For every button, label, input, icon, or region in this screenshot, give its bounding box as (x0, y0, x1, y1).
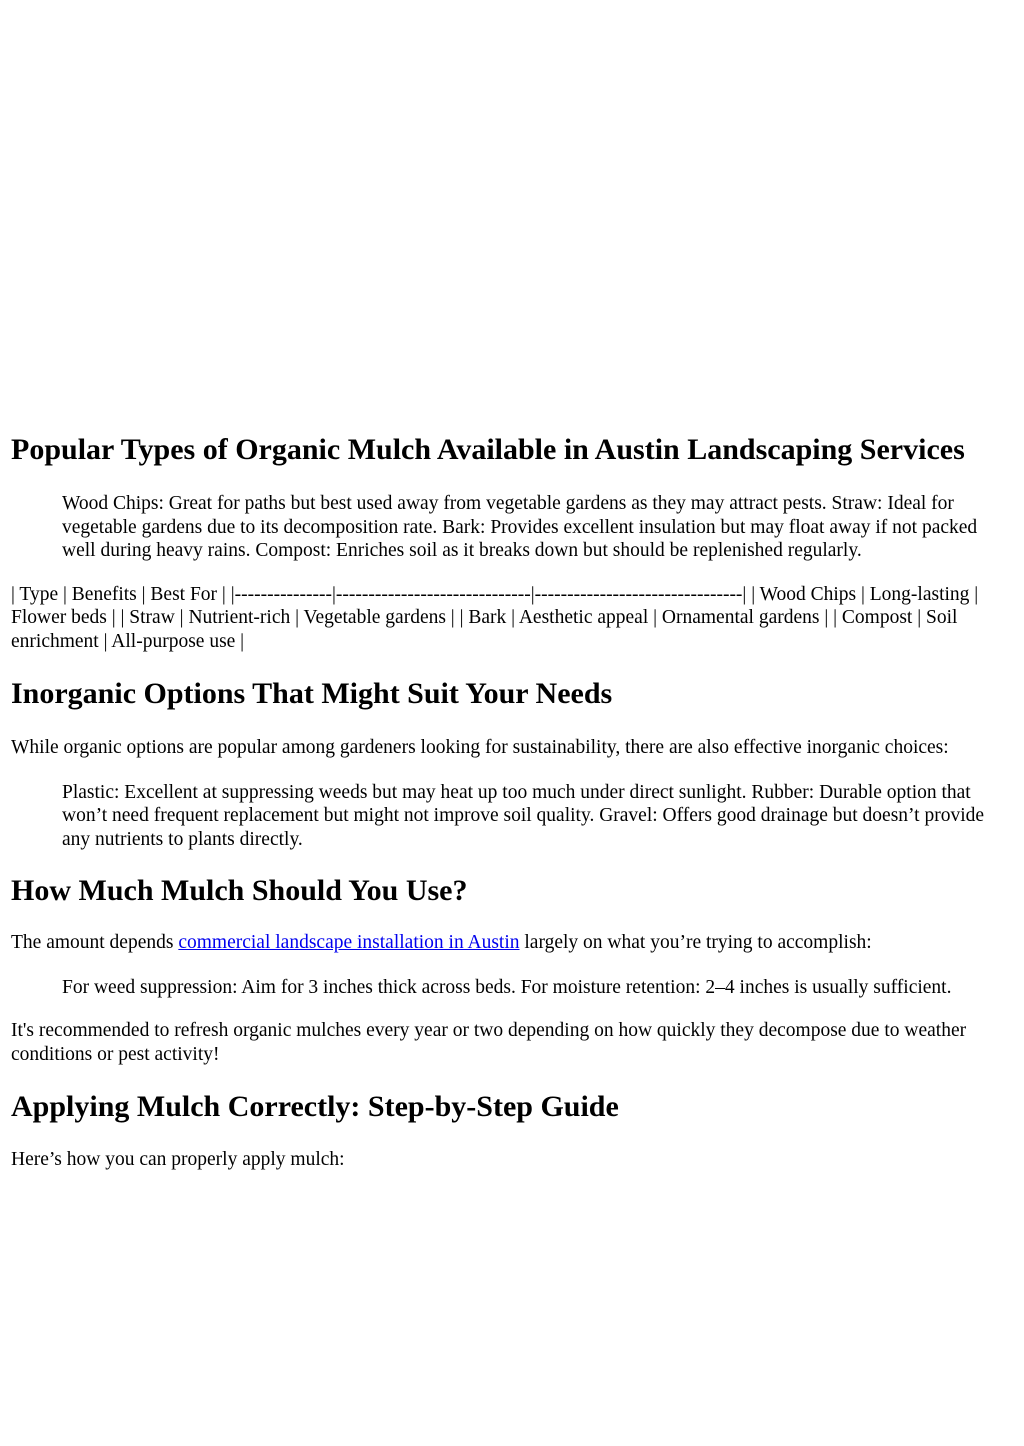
amount-intro (11, 931, 1011, 955)
amount-intro-end: largely on what you’re trying to accomplish: (519, 932, 872, 953)
heading-inorganic-options: Inorganic Options That Might Suit Your Needs (11, 677, 613, 710)
refresh-note: It's recommended to refresh organic mulches every year or two depending on how quickly they decompose due to weather conditions or pest activity! (11, 1020, 967, 1065)
mulch-depth-list: For weed suppression: Aim for 3 inches thick across beds. For moisture retention: 2–4 inches is usually sufficient. (62, 976, 952, 998)
heading-organic-mulch: Popular Types of Organic Mulch Available in Austin Landscaping Services (11, 433, 965, 466)
organic-mulch-list: Wood Chips: Great for paths but best used away from vegetable gardens as they may attract pests. Straw: Ideal for vegetable gardens due to its decomposition rate. Bark: Provides excellent insulation but may float away if not packed well during heavy rains. Compost: Enriches soil as it breaks down but should be replenished regularly. (62, 493, 978, 561)
article-body (11, 428, 1011, 1172)
amount-intro-start: The amount depends (11, 932, 179, 953)
inorganic-options-list: Plastic: Excellent at suppressing weeds but may heat up too much under direct sunlight. Rubber: Durable option that won’t need frequent replacement but might not improve soil quality. Gravel: Offers good drainage but doesn’t provide any nutrients to plants directly. (62, 781, 985, 850)
mulch-table-text: | Type | Benefits | Best For | |---------------|------------------------------|--------------------------------| | Wood Chips | Long-lasting | Flower beds | | Straw | Nutrient-rich | Vegetable gardens | | Bark | Aesthetic appeal | Ornamental gardens | | Compost | Soil enrichment | All-purpose use | (11, 583, 979, 652)
inorganic-intro: While organic options are popular among gardeners looking for sustainability, there are also effective inorganic choices: (11, 737, 949, 758)
heading-applying-mulch: Applying Mulch Correctly: Step-by-Step Guide (11, 1090, 619, 1123)
applying-intro: Here’s how you can properly apply mulch: (11, 1149, 345, 1170)
commercial-landscape-link[interactable]: commercial landscape installation in Austin (178, 932, 520, 953)
heading-how-much-mulch: How Much Mulch Should You Use? (11, 874, 468, 907)
